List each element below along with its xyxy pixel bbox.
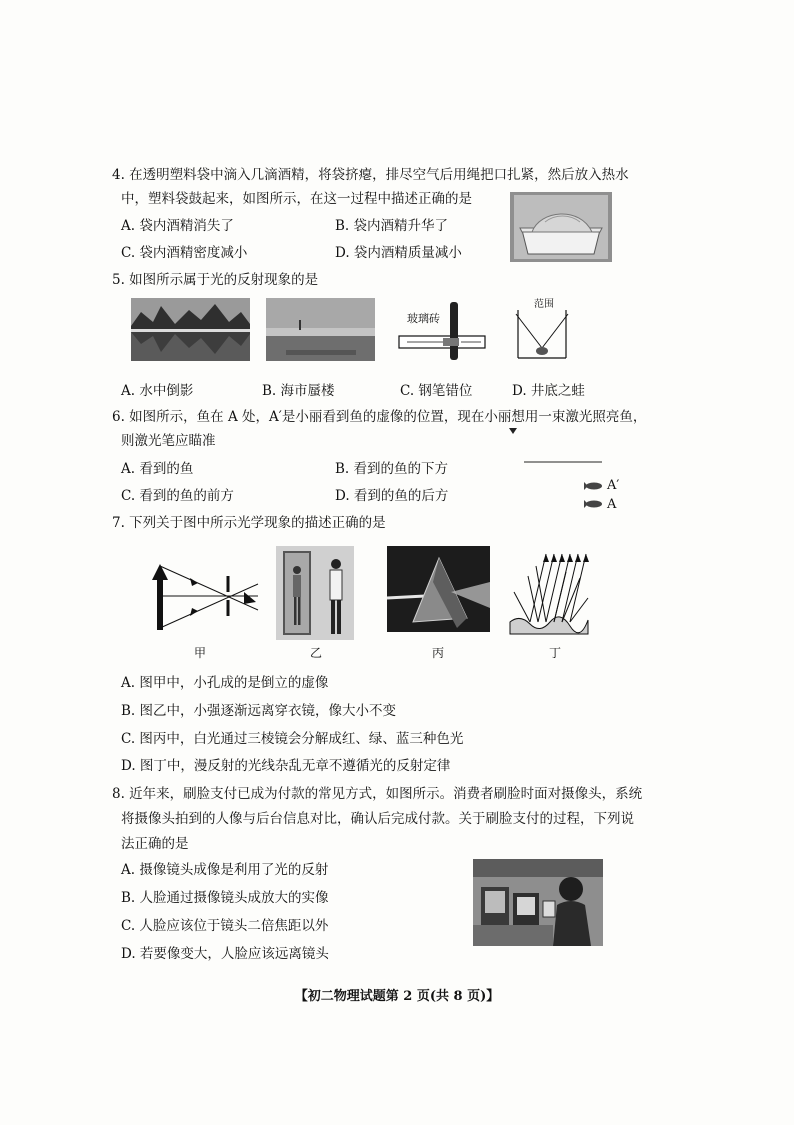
q7-option-b: B. 图乙中，小强逐渐远离穿衣镜，像大小不变 [121,703,397,719]
q7-line-1: 7. 下列关于图中所示光学现象的描述正确的是 [112,515,386,531]
q7-caption-jia: 甲 [194,646,207,660]
q7-option-a: A. 图甲中，小孔成的是倒立的虚像 [121,675,329,691]
q4-option-a: A. 袋内酒精消失了 [121,218,234,234]
q6-option-b: B. 看到的鱼的下方 [335,461,449,477]
q7-caption-ding: 丁 [549,646,562,660]
q4-line-2: 中，塑料袋鼓起来，如图所示，在这一过程中描述正确的是 [121,191,472,207]
q5-photo-water-reflection [131,298,250,361]
q5-line-1: 5. 如图所示属于光的反射现象的是 [112,272,319,288]
q6-option-a: A. 看到的鱼 [121,461,194,477]
q5-diagram-pen-through-glass [395,298,495,362]
q4-line-1: 4. 在透明塑料袋中滴入几滴酒精，将袋挤瘪，排尽空气后用绳把口扎紧，然后放入热水 [112,167,629,183]
q5-range-label: 范围 [534,299,554,310]
q6-fish-image-icon [582,480,606,492]
q7-option-c: C. 图丙中，白光通过三棱镜会分解成红、绿、蓝三种色光 [121,731,464,747]
q5-option-a: A. 水中倒影 [121,383,194,399]
q6-label-a: A [607,497,617,512]
q7-photo-prism-dispersion [387,546,490,632]
q6-line-2: 则激光笔应瞄准 [121,433,216,449]
q4-option-b: B. 袋内酒精升华了 [335,218,449,234]
q7-photo-dressing-mirror [276,546,354,640]
q8-option-b: B. 人脸通过摄像镜头成放大的实像 [121,890,329,906]
q7-option-d: D. 图丁中，漫反射的光线杂乱无章不遵循光的反射定律 [121,758,451,774]
q8-option-c: C. 人脸应该位于镜头二倍焦距以外 [121,918,329,934]
q4-photo-bag-in-tray [510,192,612,262]
q5-diagram-frog-in-well [512,296,572,362]
q6-water-surface-line [524,460,602,464]
q8-line-3: 法正确的是 [121,836,189,852]
q8-option-d: D. 若要像变大，人脸应该远离镜头 [121,946,329,962]
q8-line-1: 8. 近年来，刷脸支付已成为付款的常见方式，如图所示。消费者刷脸时面对摄像头，系统 [112,786,643,802]
q8-option-a: A. 摄像镜头成像是利用了光的反射 [121,862,329,878]
q5-option-b: B. 海市蜃楼 [262,383,335,399]
q4-option-c: C. 袋内酒精密度减小 [121,245,248,261]
q5-photo-mirage [266,298,375,361]
q7-caption-bing: 丙 [432,646,445,660]
q7-caption-yi: 乙 [310,646,323,660]
q5-option-c: C. 钢笔错位 [400,383,473,399]
q6-line-1: 6. 如图所示，鱼在 A 处，A′是小丽看到鱼的虚像的位置，现在小丽想用一束激光照亮鱼， [112,409,647,425]
q6-option-c: C. 看到的鱼的前方 [121,488,234,504]
q5-option-d: D. 井底之蛙 [512,383,585,399]
q7-diagram-diffuse-reflection [506,548,590,636]
q8-photo-face-payment [473,859,603,946]
q6-fish-icon [582,498,606,510]
q5-glass-label: 玻璃砖 [407,312,440,325]
page-footer: 【初二物理试题第 2 页(共 8 页)】 [294,989,500,1004]
q7-diagram-pinhole-camera [138,556,266,636]
q6-label-a-prime: A′ [607,478,620,493]
q6-option-d: D. 看到的鱼的后方 [335,488,449,504]
observer-eye-icon [508,426,518,436]
q4-option-d: D. 袋内酒精质量减小 [335,245,462,261]
q8-line-2: 将摄像头拍到的人像与后台信息对比，确认后完成付款。关于刷脸支付的过程，下列说 [121,811,634,827]
